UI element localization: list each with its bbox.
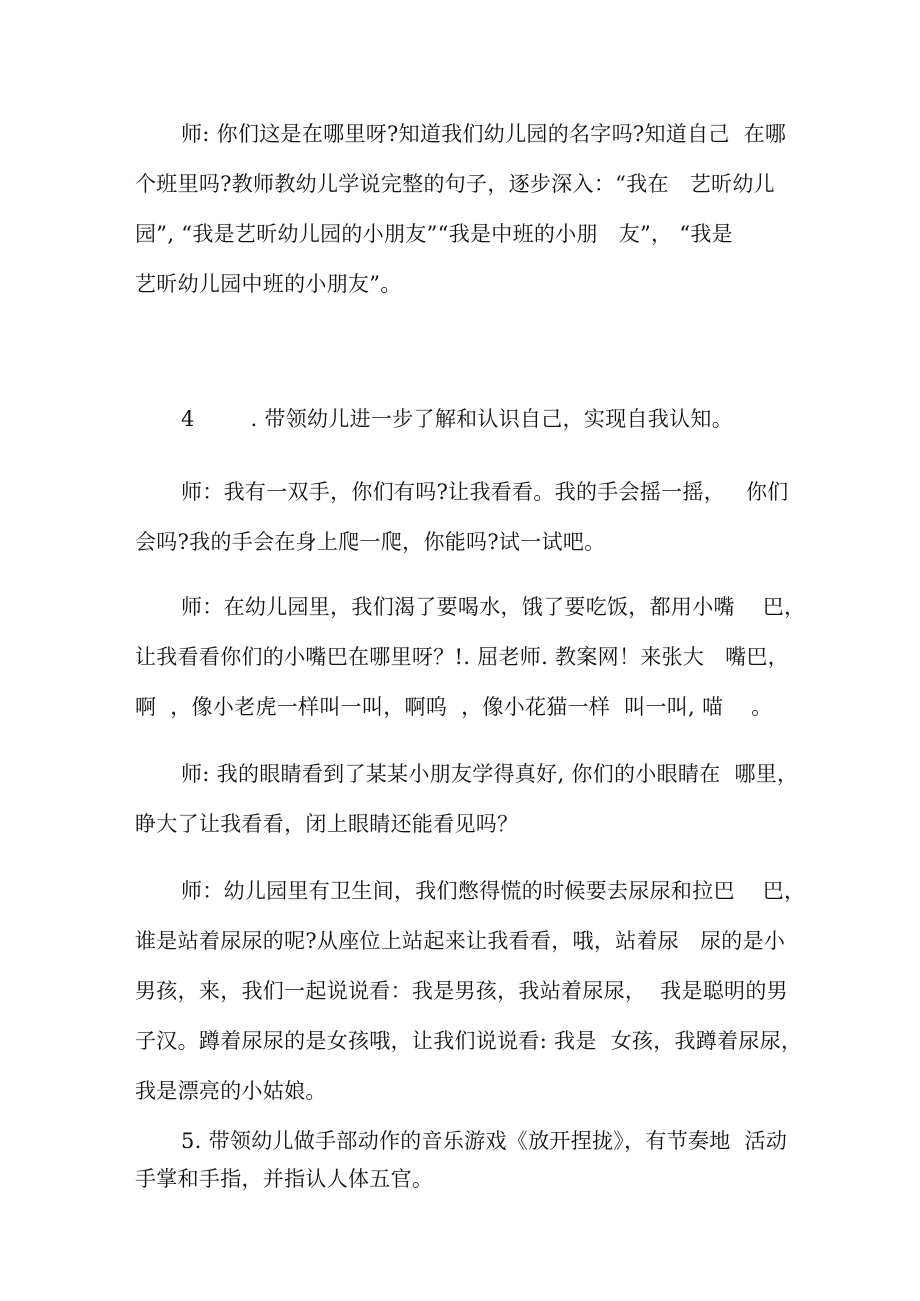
text-line: 男孩，来，我们一起说说看：我是男孩，我站着尿尿， 我是聪明的男 [135, 979, 788, 1003]
text-line: 会吗?我的手会在身上爬一爬，你能吗?试一试吧。 [135, 530, 606, 554]
text-line: 5. 带领幼儿做手部动作的音乐游戏《放开捏拢》，有节奏地 活动 [181, 1129, 788, 1153]
paragraph-step-4-heading [135, 394, 787, 444]
text-line: 师: 我的眼睛看到了某某小朋友学得真好, 你们的小眼睛在 哪里， [181, 762, 799, 786]
paragraph-step-5-music-game [135, 1122, 787, 1198]
paragraph-teacher-kindergarten-name [135, 109, 787, 309]
text-line: 师：幼儿园里有卫生间，我们憋得慌的时候要去尿尿和拉巴 巴， [181, 879, 806, 903]
text-line: 让我看看你们的小嘴巴在哪里呀？!. 屈老师. 教案网！来张大 嘴巴， [135, 645, 789, 669]
text-line: 子汉。蹲着尿尿的是女孩哦，让我们说说看: 我是 女孩，我蹲着尿尿， [135, 1029, 803, 1053]
text-line: 师：在幼儿园里，我们渴了要喝水，饿了要吃饭，都用小嘴 巴， [181, 595, 806, 619]
text-line: 谁是站着尿尿的呢?从座位上站起来让我看看，哦，站着尿 尿的是小 [135, 929, 786, 953]
text-line: 睁大了让我看看，闭上眼睛还能看见吗？ [135, 812, 519, 836]
paragraph-teacher-restroom [135, 866, 806, 1116]
paragraph-teacher-mouth [135, 582, 806, 732]
text-line: 啊 ，像小老虎一样叫一叫，啊呜 ，像小花猫一样 叫一叫, 喵 。 [135, 695, 773, 719]
text-line: 师：我有一双手，你们有吗?让我看看。我的手会摇一摇， 你们 [181, 480, 789, 504]
text-line: 手掌和手指，并指认人体五官。 [135, 1167, 434, 1191]
text-line: 个班里吗?教师教幼儿学说完整的句子，逐步深入：“我在 艺昕幼儿 [135, 172, 775, 196]
text-line: 园”, “我是艺昕幼儿园的小朋友”“我是中班的小朋 友”， “我是 [135, 222, 733, 246]
text-line: 4 . 带领幼儿进一步了解和认识自己，实现自我认知。 [181, 407, 734, 431]
text-line: 艺昕幼儿园中班的小朋友”。 [135, 272, 402, 296]
paragraph-teacher-hands [135, 467, 787, 567]
paragraph-teacher-eyes [135, 749, 799, 849]
text-line: 我是漂亮的小姑娘。 [135, 1079, 327, 1103]
text-line: 师: 你们这是在哪里呀?知道我们幼儿园的名字吗?知道自己 在哪 [181, 122, 787, 146]
